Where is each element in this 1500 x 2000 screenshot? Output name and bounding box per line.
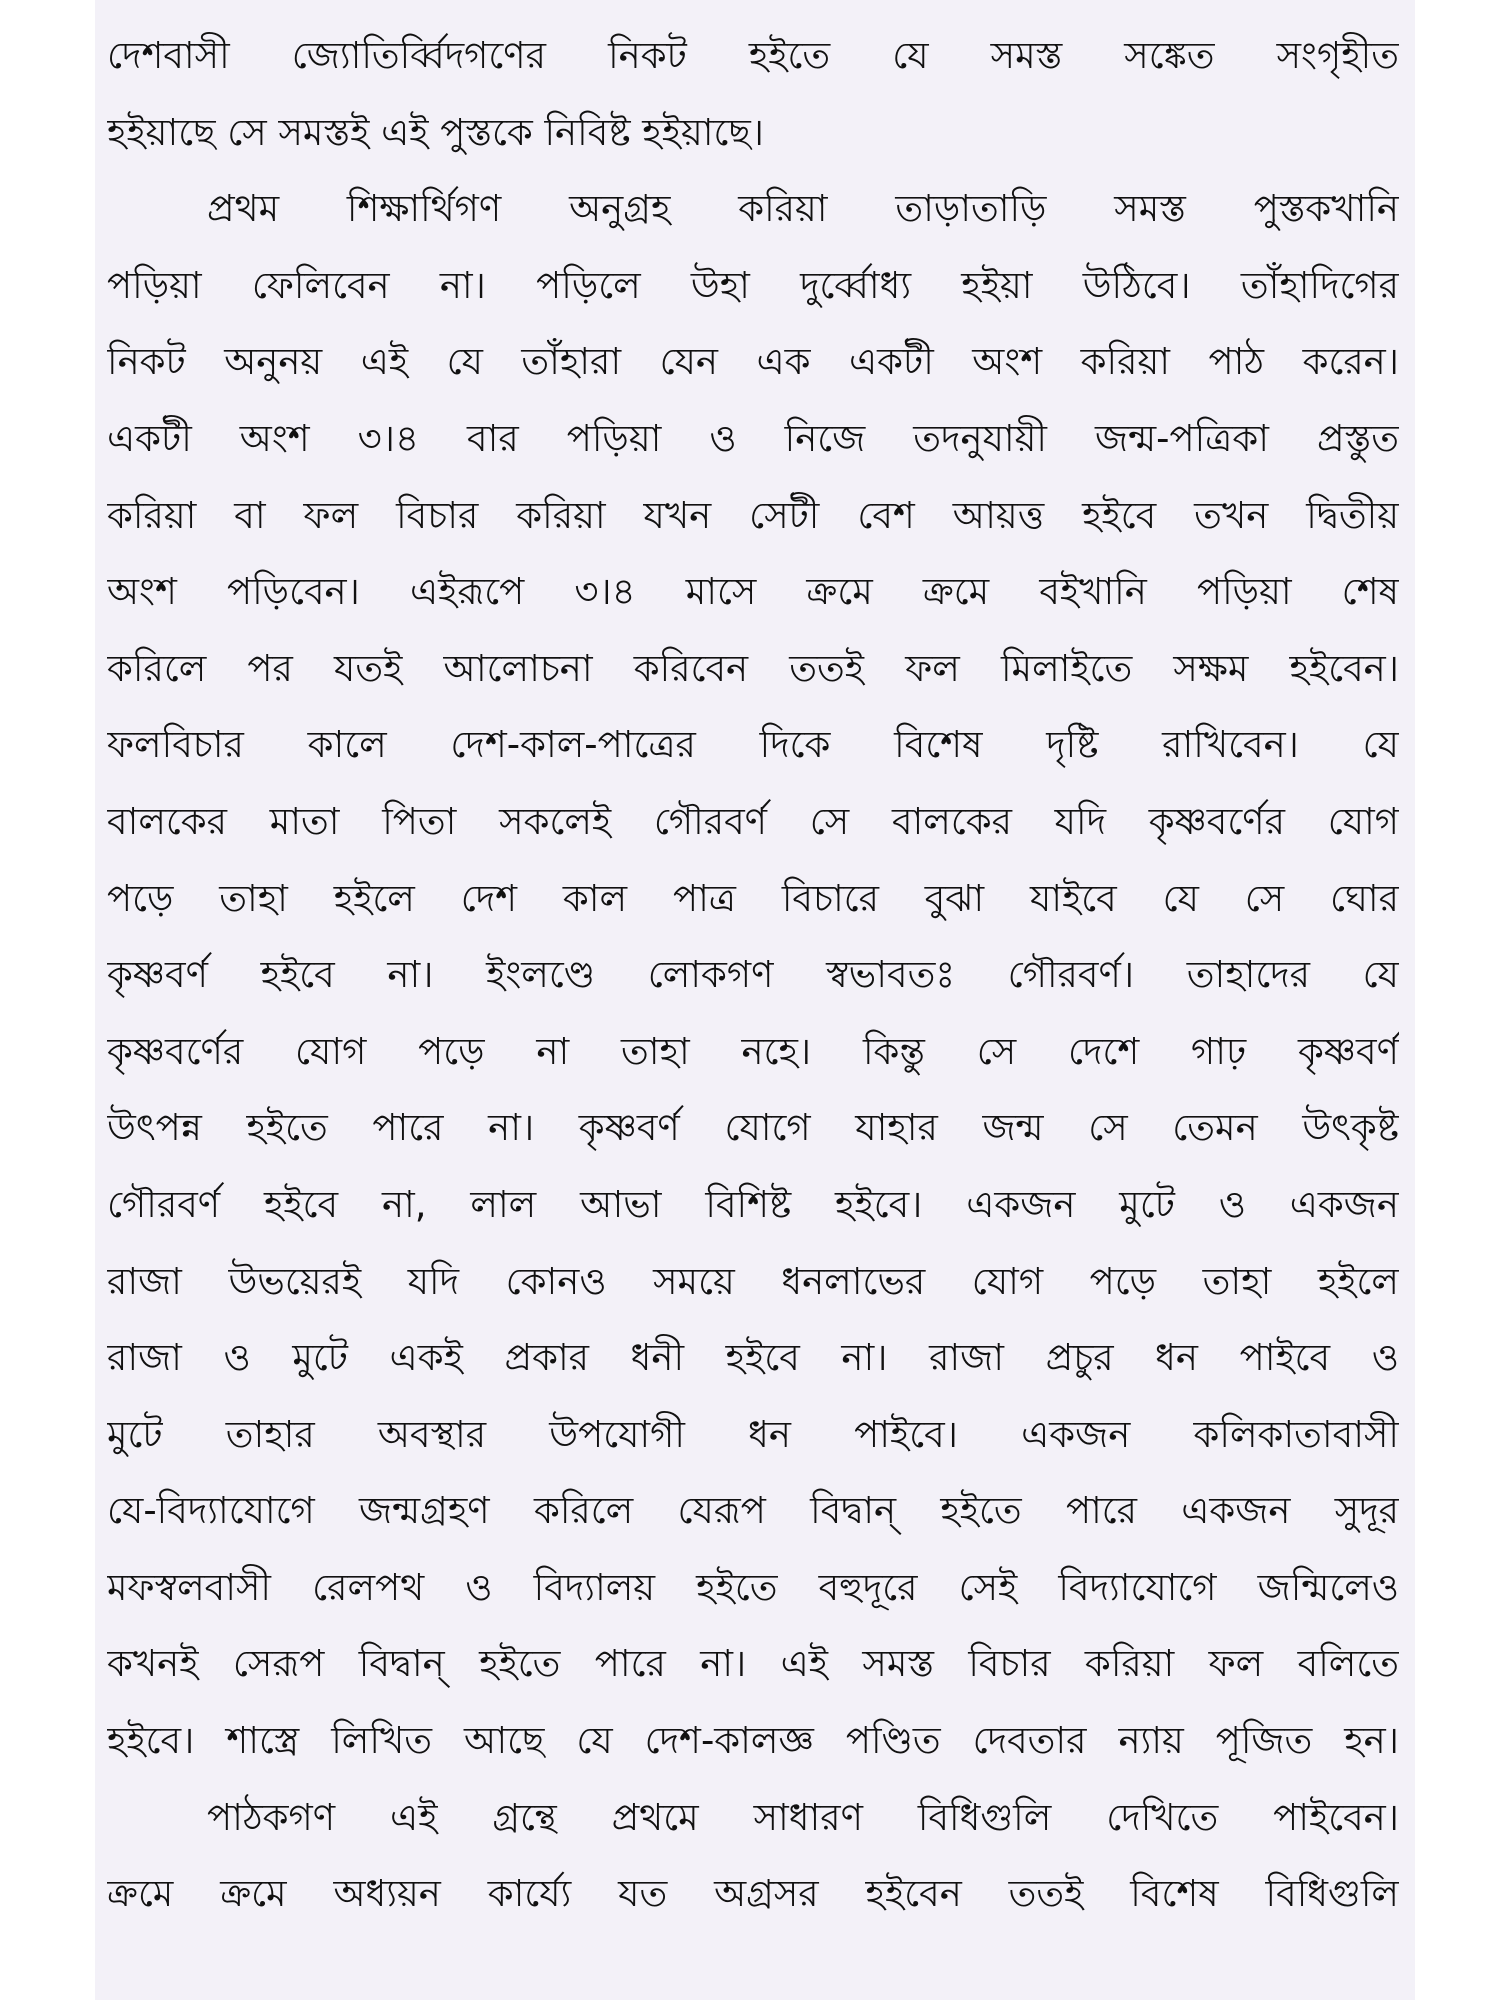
text-line: করিলে পর যতই আলোচনা করিবেন ততই ফল মিলাইতে সক্ষম হইবেন। <box>107 646 1399 690</box>
text-line: উৎপন্ন হইতে পারে না। কৃষ্ণবর্ণ যোগে যাহার জন্ম সে তেমন উৎকৃষ্ট <box>107 1106 1399 1150</box>
text-line: গৌরবর্ণ হইবে না, লাল আভা বিশিষ্ট হইবে। একজন মুটে ও একজন <box>107 1182 1399 1226</box>
text-line: পাঠকগণ এই গ্রন্থে প্রথমে সাধারণ বিধিগুলি দেখিতে পাইবেন। <box>207 1795 1399 1839</box>
text-line: হইবে। শাস্ত্রে লিখিত আছে যে দেশ-কালজ্ঞ পণ্ডিত দেবতার ন্যায় পূজিত হন। <box>107 1719 1399 1763</box>
text-line: কৃষ্ণবর্ণের যোগ পড়ে না তাহা নহে। কিন্তু সে দেশে গাঢ় কৃষ্ণবর্ণ <box>107 1029 1399 1073</box>
text-line: বালকের মাতা পিতা সকলেই গৌরবর্ণ সে বালকের যদি কৃষ্ণবর্ণের যোগ <box>107 799 1399 843</box>
text-line: নিকট অনুনয় এই যে তাঁহারা যেন এক একটী অংশ করিয়া পাঠ করেন। <box>107 340 1399 384</box>
text-line: ক্রমে ক্রমে অধ্যয়ন কার্য্যে যত অগ্রসর হইবেন ততই বিশেষ বিধিগুলি <box>107 1872 1399 1916</box>
text-line: দেশবাসী জ্যোতির্ব্বিদগণের নিকট হইতে যে সমস্ত সঙ্কেত সংগৃহীত <box>107 34 1399 77</box>
right-margin <box>1415 0 1500 2000</box>
text-line: পড়িয়া ফেলিবেন না। পড়িলে উহা দুর্ব্বোধ্য হইয়া উঠিবে। তাঁহাদিগের <box>107 263 1399 307</box>
body-text <box>107 18 1399 1933</box>
text-line: হইয়াছে সে সমস্তই এই পুস্তকে নিবিষ্ট হইয়াছে। <box>107 110 764 154</box>
text-line: রাজা ও মুটে একই প্রকার ধনী হইবে না। রাজা প্রচুর ধন পাইবে ও <box>107 1336 1399 1380</box>
text-line: করিয়া বা ফল বিচার করিয়া যখন সেটী বেশ আয়ত্ত হইবে তখন দ্বিতীয় <box>107 493 1399 537</box>
text-line: মুটে তাহার অবস্থার উপযোগী ধন পাইবে। একজন কলিকাতাবাসী <box>107 1412 1399 1456</box>
book-page <box>95 0 1415 2000</box>
text-line: পড়ে তাহা হইলে দেশ কাল পাত্র বিচারে বুঝা যাইবে যে সে ঘোর <box>107 876 1399 920</box>
text-line: ফলবিচার কালে দেশ-কাল-পাত্রের দিকে বিশেষ দৃষ্টি রাখিবেন। যে <box>107 723 1399 767</box>
text-line: অংশ পড়িবেন। এইরূপে ৩।৪ মাসে ক্রমে ক্রমে বইখানি পড়িয়া শেষ <box>107 570 1399 614</box>
text-line: রাজা উভয়েরই যদি কোনও সময়ে ধনলাভের যোগ পড়ে তাহা হইলে <box>107 1259 1399 1303</box>
left-margin <box>0 0 95 2000</box>
text-line: কৃষ্ণবর্ণ হইবে না। ইংলণ্ডে লোকগণ স্বভাবতঃ গৌরবর্ণ। তাহাদের যে <box>107 953 1399 997</box>
text-line: যে-বিদ্যাযোগে জন্মগ্রহণ করিলে যেরূপ বিদ্বান্ হইতে পারে একজন সুদূর <box>107 1489 1399 1533</box>
text-line: কখনই সেরূপ বিদ্বান্ হইতে পারে না। এই সমস্ত বিচার করিয়া ফল বলিতে <box>107 1642 1399 1686</box>
text-line: প্রথম শিক্ষার্থিগণ অনুগ্রহ করিয়া তাড়াতাড়ি সমস্ত পুস্তকখানি <box>207 187 1399 231</box>
text-line: একটী অংশ ৩।৪ বার পড়িয়া ও নিজে তদনুযায়ী জন্ম-পত্রিকা প্রস্তুত <box>107 416 1399 460</box>
text-line: মফস্বলবাসী রেলপথ ও বিদ্যালয় হইতে বহুদূরে সেই বিদ্যাযোগে জন্মিলেও <box>107 1565 1399 1609</box>
